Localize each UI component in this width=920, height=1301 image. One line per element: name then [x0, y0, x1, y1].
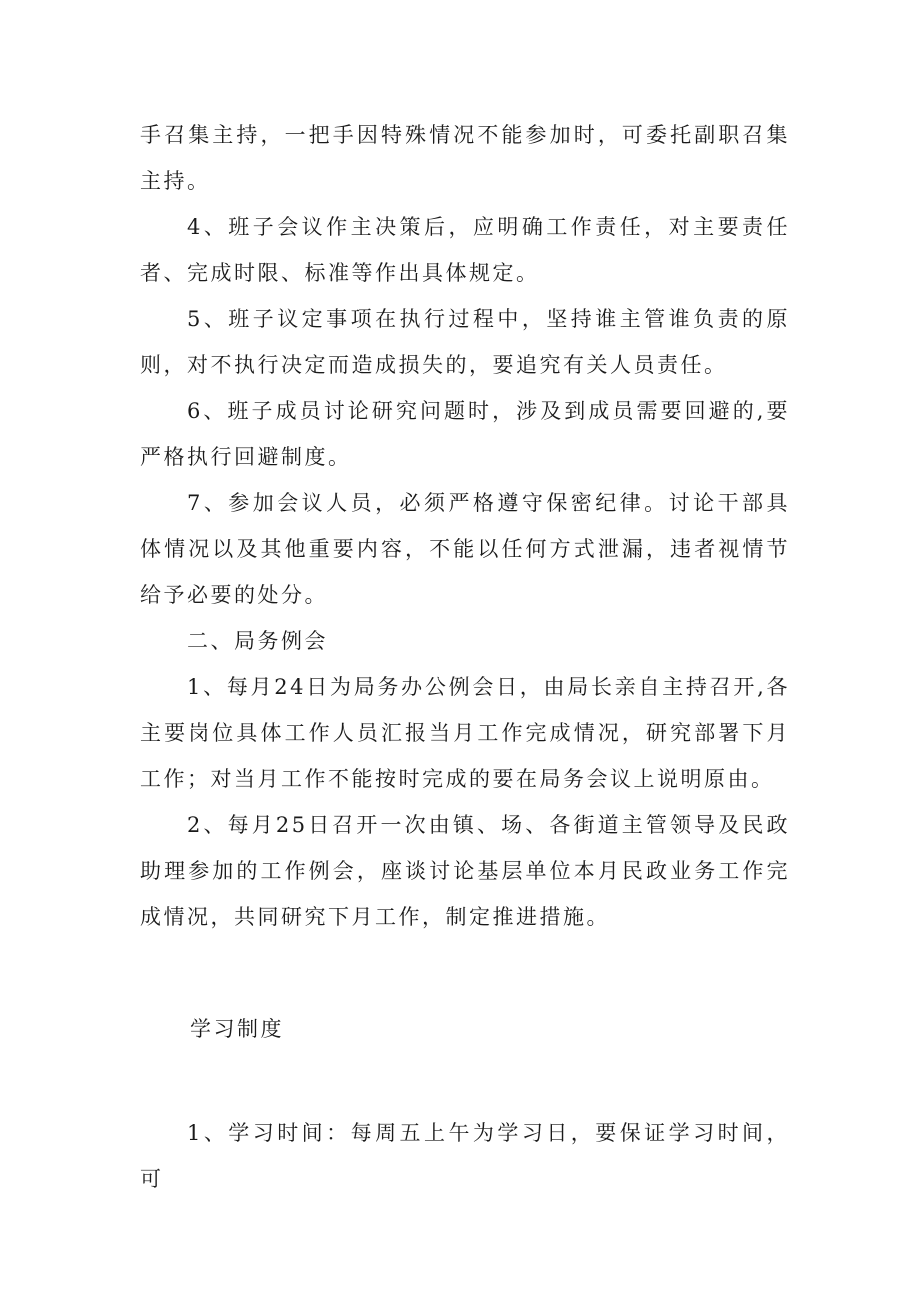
paragraph-item-5: 5、班子议定事项在执行过程中，坚持谁主管谁负责的原则，对不执行决定而造成损失的，要追究有关人员责任。	[140, 307, 790, 377]
section-title-study: 学习制度	[190, 1017, 284, 1041]
paragraph-meeting-2: 2、每月25日召开一次由镇、场、各街道主管领导及民政助理参加的工作例会，座谈讨论基层单位本月民政业务工作完成情况，共同研究下月工作，制定推进措施。	[140, 813, 790, 929]
document-body	[140, 112, 790, 1202]
paragraph-continuation: 手召集主持，一把手因特殊情况不能参加时，可委托副职召集主持。	[140, 123, 790, 193]
paragraph-item-6: 6、班子成员讨论研究问题时，涉及到成员需要回避的,要严格执行回避制度。	[140, 399, 790, 469]
paragraph-item-7: 7、参加会议人员，必须严格遵守保密纪律。讨论干部具体情况以及其他重要内容，不能以任何方式泄漏，违者视情节给予必要的处分。	[140, 491, 790, 607]
paragraph-item-4: 4、班子会议作主决策后，应明确工作责任，对主要责任者、完成时限、标准等作出具体规定。	[140, 215, 790, 285]
paragraph-meeting-1: 1、每月24日为局务办公例会日，由局长亲自主持召开,各主要岗位具体工作人员汇报当月工作完成情况，研究部署下月工作；对当月工作不能按时完成的要在局务会议上说明原由。	[140, 675, 790, 791]
paragraph-study-1: 1、学习时间：每周五上午为学习日，要保证学习时间，可	[140, 1121, 790, 1191]
section-heading-meeting: 二、局务例会	[187, 629, 328, 653]
title-gap	[140, 1052, 790, 1110]
section-gap	[140, 940, 790, 1006]
